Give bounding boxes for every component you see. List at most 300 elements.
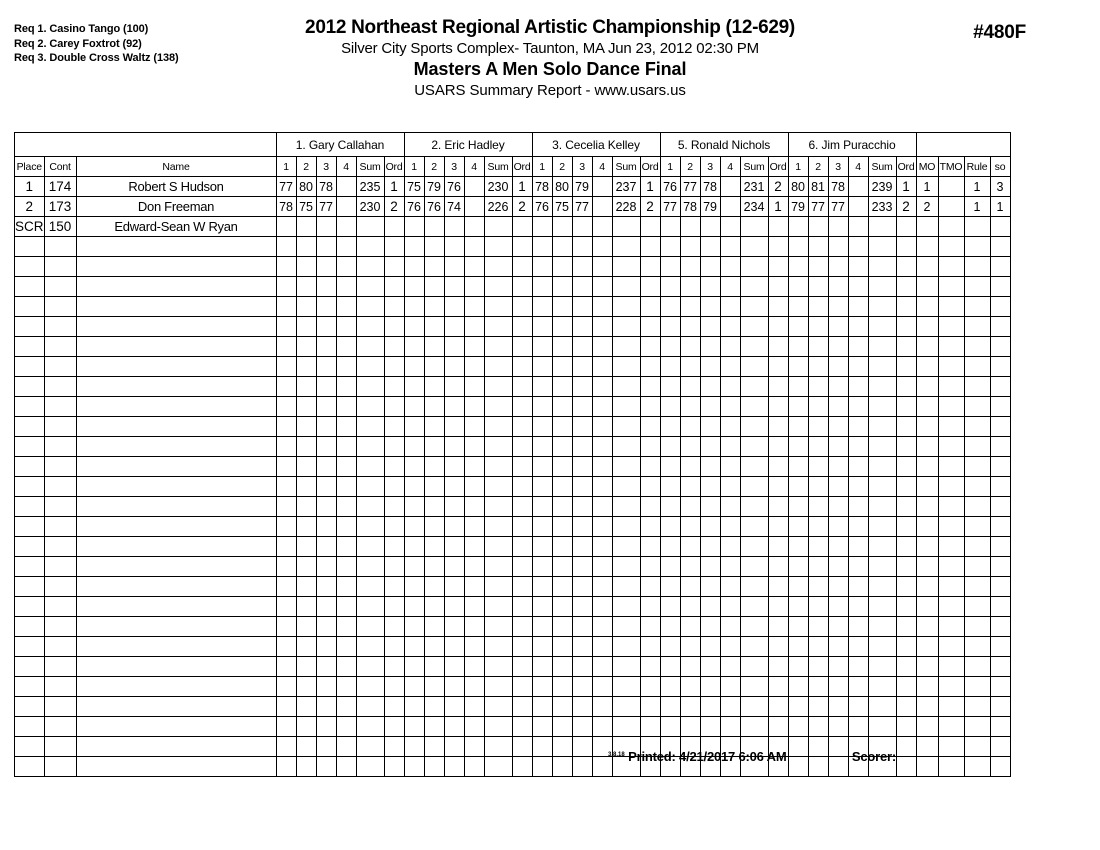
cell-judge-5-ord: [896, 577, 916, 597]
cell-judge-1-ord: [384, 437, 404, 457]
cell-judge-2-blank: [444, 497, 464, 517]
cell-judge-3-blank: [612, 577, 640, 597]
cell-judge-5-blank: [828, 517, 848, 537]
cell-judge-3-blank: [612, 717, 640, 737]
cell-judge-1-blank: [316, 317, 336, 337]
cell-judge-3-blank: [592, 297, 612, 317]
cell-judge-5-blank: [788, 397, 808, 417]
header-mo: MO: [916, 157, 938, 177]
cell-cont: [44, 597, 76, 617]
cell-judge-5-blank: [788, 337, 808, 357]
cell-name: [76, 597, 276, 617]
cell-judge-2-score-4: [464, 197, 484, 217]
cell-tmo: [938, 197, 964, 217]
cell-judge-1-blank: [276, 597, 296, 617]
cell-name: [76, 557, 276, 577]
cell-judge-2-blank: [424, 637, 444, 657]
cell-judge-2-blank: [444, 757, 464, 777]
cell-judge-5-blank: [788, 557, 808, 577]
cell-judge-5-blank: [848, 617, 868, 637]
cell-judge-4-blank: [680, 597, 700, 617]
version-label: 3.8.18: [608, 752, 625, 758]
cell-judge-3-blank: [592, 317, 612, 337]
cell-judge-5-blank: [848, 297, 868, 317]
header-judge-4-sum: Sum: [740, 157, 768, 177]
cell-judge-1-blank: [336, 637, 356, 657]
cell-judge-5-score-2: 81: [808, 177, 828, 197]
cell-judge-1-blank: [316, 377, 336, 397]
cell-so: [990, 537, 1010, 557]
cell-name: Don Freeman: [76, 197, 276, 217]
cell-judge-5-ord: [896, 537, 916, 557]
cell-judge-2-blank: [484, 477, 512, 497]
cell-judge-1-blank: [296, 697, 316, 717]
cell-judge-4-blank: [700, 257, 720, 277]
cell-judge-4-blank: [680, 457, 700, 477]
cell-rule: [964, 597, 990, 617]
cell-judge-2-blank: [404, 597, 424, 617]
cell-mo: [916, 577, 938, 597]
cell-judge-1-blank: [316, 357, 336, 377]
cell-judge-5-ord: [896, 357, 916, 377]
cell-judge-5-blank: [828, 557, 848, 577]
cell-judge-1-ord: 1: [384, 177, 404, 197]
cell-judge-2-blank: [424, 697, 444, 717]
cell-rule: [964, 637, 990, 657]
cell-rule: 1: [964, 197, 990, 217]
cell-judge-3-blank: [572, 657, 592, 677]
cell-judge-1-blank: [296, 737, 316, 757]
cell-judge-2-blank: [464, 677, 484, 697]
cell-judge-4-blank: [660, 597, 680, 617]
cell-judge-1-blank: [356, 237, 384, 257]
cell-judge-3-blank: [592, 257, 612, 277]
cell-place: [15, 397, 45, 417]
cell-judge-1-blank: [276, 617, 296, 637]
cell-judge-2-blank: [484, 617, 512, 637]
table-row-empty: [15, 557, 1011, 577]
cell-tmo: [938, 657, 964, 677]
cell-judge-5-blank: [868, 357, 896, 377]
cell-judge-3-ord: [640, 597, 660, 617]
cell-judge-4-blank: [700, 717, 720, 737]
cell-judge-4-score-4: [720, 217, 740, 237]
cell-judge-5-blank: [788, 517, 808, 537]
cell-judge-2-blank: [444, 537, 464, 557]
cell-judge-1-blank: [316, 457, 336, 477]
cell-judge-4-blank: [740, 597, 768, 617]
cell-judge-5-ord: 2: [896, 197, 916, 217]
cell-judge-2-blank: [444, 637, 464, 657]
cell-judge-5-blank: [808, 257, 828, 277]
cell-judge-1-ord: [384, 737, 404, 757]
cell-judge-5-blank: [828, 617, 848, 637]
cell-name: [76, 337, 276, 357]
cell-judge-2-score-1: 75: [404, 177, 424, 197]
header-judge-5-ord: Ord: [896, 157, 916, 177]
cell-judge-1-score-4: [336, 197, 356, 217]
cell-judge-1-blank: [336, 597, 356, 617]
header-judge-1-ord: Ord: [384, 157, 404, 177]
cell-cont: [44, 497, 76, 517]
header-judge-3-1: 1: [532, 157, 552, 177]
cell-judge-3-blank: [572, 397, 592, 417]
cell-judge-5-blank: [848, 417, 868, 437]
cell-judge-1-blank: [296, 617, 316, 637]
cell-judge-5-blank: [828, 577, 848, 597]
cell-judge-4-blank: [720, 577, 740, 597]
cell-judge-2-ord: [512, 617, 532, 637]
cell-judge-3-blank: [592, 397, 612, 417]
cell-place: [15, 337, 45, 357]
cell-judge-5-blank: [868, 577, 896, 597]
cell-judge-2-blank: [464, 277, 484, 297]
cell-judge-2-blank: [424, 397, 444, 417]
header-judge-4-2: 2: [680, 157, 700, 177]
cell-judge-1-blank: [276, 257, 296, 277]
cell-place: [15, 317, 45, 337]
cell-judge-5-blank: [828, 657, 848, 677]
cell-cont: [44, 397, 76, 417]
cell-so: [990, 657, 1010, 677]
cell-mo: [916, 457, 938, 477]
cell-judge-4-blank: [720, 597, 740, 617]
cell-judge-2-blank: [484, 677, 512, 697]
cell-judge-2-score-4: [464, 217, 484, 237]
header-judge-1-3: 3: [316, 157, 336, 177]
cell-judge-1-blank: [336, 757, 356, 777]
cell-judge-5-blank: [808, 457, 828, 477]
cell-judge-4-blank: [680, 677, 700, 697]
cell-judge-3-blank: [572, 677, 592, 697]
cell-judge-3-score-4: [592, 177, 612, 197]
cell-judge-5-ord: [896, 497, 916, 517]
cell-judge-2-blank: [484, 257, 512, 277]
table-row-empty: [15, 437, 1011, 457]
table-row: [15, 177, 1011, 197]
cell-judge-5-blank: [868, 657, 896, 677]
cell-judge-3-blank: [552, 537, 572, 557]
cell-judge-2-blank: [444, 357, 464, 377]
cell-judge-3-blank: [532, 457, 552, 477]
cell-judge-5-blank: [808, 317, 828, 337]
cell-judge-3-blank: [592, 537, 612, 557]
cell-so: [990, 637, 1010, 657]
cell-judge-2-blank: [484, 457, 512, 477]
cell-tmo: [938, 277, 964, 297]
cell-judge-1-blank: [356, 537, 384, 557]
cell-cont: [44, 237, 76, 257]
cell-judge-4-blank: [680, 697, 700, 717]
cell-mo: [916, 757, 938, 777]
cell-judge-1-blank: [356, 477, 384, 497]
cell-judge-1-blank: [296, 517, 316, 537]
cell-judge-5-blank: [848, 457, 868, 477]
cell-judge-5-blank: [868, 297, 896, 317]
cell-judge-5-blank: [808, 697, 828, 717]
cell-rule: [964, 337, 990, 357]
cell-judge-2-blank: [444, 577, 464, 597]
cell-judge-2-blank: [464, 397, 484, 417]
cell-judge-1-blank: [316, 477, 336, 497]
cell-judge-3-blank: [592, 417, 612, 437]
cell-judge-5-blank: [828, 257, 848, 277]
cell-judge-5-blank: [828, 397, 848, 417]
cell-judge-4-ord: [768, 317, 788, 337]
cell-judge-2-blank: [484, 277, 512, 297]
cell-judge-3-blank: [612, 457, 640, 477]
cell-judge-5-blank: [868, 317, 896, 337]
cell-judge-4-blank: [680, 237, 700, 257]
cell-judge-1-blank: [296, 297, 316, 317]
cell-judge-1-blank: [356, 457, 384, 477]
cell-place: [15, 457, 45, 477]
cell-judge-2-ord: 2: [512, 197, 532, 217]
cell-judge-1-blank: [276, 397, 296, 417]
cell-judge-4-blank: [680, 637, 700, 657]
cell-judge-3-blank: [572, 297, 592, 317]
cell-judge-1-blank: [276, 277, 296, 297]
cell-judge-4-blank: [660, 657, 680, 677]
cell-judge-3-blank: [552, 317, 572, 337]
cell-judge-5-score-3: 78: [828, 177, 848, 197]
header-judge-3-2: 2: [552, 157, 572, 177]
cell-so: 3: [990, 177, 1010, 197]
cell-place: SCR: [15, 217, 45, 237]
cell-rule: [964, 657, 990, 677]
cell-judge-4-blank: [720, 697, 740, 717]
cell-judge-4-blank: [700, 437, 720, 457]
judge-band-row: [15, 133, 1011, 157]
cell-judge-3-blank: [612, 417, 640, 437]
cell-judge-1-blank: [276, 577, 296, 597]
cell-rule: [964, 617, 990, 637]
band-spacer-right: [916, 133, 1010, 157]
cell-judge-5-ord: [896, 337, 916, 357]
cell-judge-2-blank: [484, 337, 512, 357]
cell-judge-3-blank: [612, 597, 640, 617]
cell-mo: 1: [916, 177, 938, 197]
cell-judge-2-blank: [484, 717, 512, 737]
cell-judge-1-ord: [384, 497, 404, 517]
cell-mo: 2: [916, 197, 938, 217]
cell-judge-2-ord: [512, 377, 532, 397]
cell-judge-3-blank: [552, 717, 572, 737]
cell-judge-3-blank: [572, 577, 592, 597]
cell-judge-3-ord: [640, 317, 660, 337]
cell-judge-2-blank: [404, 357, 424, 377]
cell-judge-3-blank: [552, 257, 572, 277]
cell-judge-2-ord: [512, 337, 532, 357]
cell-judge-4-blank: [660, 257, 680, 277]
table-row-empty: [15, 597, 1011, 617]
cell-judge-1-blank: [276, 517, 296, 537]
cell-judge-4-blank: [700, 337, 720, 357]
cell-judge-1-blank: [316, 617, 336, 637]
cell-judge-2-blank: [464, 517, 484, 537]
column-header-row: [15, 157, 1011, 177]
cell-judge-5-ord: [896, 717, 916, 737]
cell-so: [990, 397, 1010, 417]
venue-datetime: Silver City Sports Complex- Taunton, MA Jun 23, 2012 02:30 PM: [341, 40, 759, 57]
cell-judge-4-blank: [720, 537, 740, 557]
cell-judge-4-blank: [720, 557, 740, 577]
cell-judge-4-score-4: [720, 177, 740, 197]
report-header: [180, 17, 920, 101]
cell-judge-2-blank: [444, 277, 464, 297]
cell-judge-3-blank: [532, 337, 552, 357]
band-spacer-left: [15, 133, 277, 157]
cell-mo: [916, 697, 938, 717]
cell-judge-1-ord: [384, 397, 404, 417]
cell-judge-1-blank: [296, 717, 316, 737]
cell-judge-4-blank: [720, 457, 740, 477]
cell-place: [15, 557, 45, 577]
cell-judge-5-ord: [896, 737, 916, 757]
cell-judge-4-blank: [700, 497, 720, 517]
cell-judge-2-blank: [484, 497, 512, 517]
cell-judge-4-blank: [700, 617, 720, 637]
cell-judge-4-blank: [660, 717, 680, 737]
cell-judge-4-blank: [720, 237, 740, 257]
cell-judge-3-blank: [532, 477, 552, 497]
cell-cont: [44, 437, 76, 457]
cell-judge-2-blank: [404, 757, 424, 777]
cell-judge-3-blank: [572, 757, 592, 777]
header-judge-5-2: 2: [808, 157, 828, 177]
cell-judge-2-blank: [404, 717, 424, 737]
cell-judge-3-ord: [640, 217, 660, 237]
cell-place: [15, 657, 45, 677]
cell-judge-1-blank: [316, 297, 336, 317]
cell-judge-5-blank: [808, 437, 828, 457]
cell-judge-2-blank: [464, 417, 484, 437]
report-footer: [608, 749, 896, 764]
cell-judge-2-ord: [512, 417, 532, 437]
cell-name: [76, 437, 276, 457]
cell-place: [15, 737, 45, 757]
cell-judge-4-blank: [680, 577, 700, 597]
cell-judge-4-ord: [768, 217, 788, 237]
cell-tmo: [938, 297, 964, 317]
cell-judge-2-blank: [464, 737, 484, 757]
header-judge-2-4: 4: [464, 157, 484, 177]
cell-so: [990, 677, 1010, 697]
cell-judge-2-blank: [424, 617, 444, 637]
cell-so: [990, 737, 1010, 757]
cell-judge-1-ord: [384, 597, 404, 617]
cell-judge-3-blank: [552, 437, 572, 457]
cell-judge-1-ord: [384, 277, 404, 297]
cell-judge-3-blank: [532, 417, 552, 437]
cell-name: [76, 397, 276, 417]
cell-judge-4-blank: [660, 617, 680, 637]
cell-judge-3-blank: [532, 257, 552, 277]
cell-cont: [44, 657, 76, 677]
header-judge-2-2: 2: [424, 157, 444, 177]
cell-judge-3-blank: [612, 477, 640, 497]
cell-judge-1-blank: [336, 317, 356, 337]
cell-judge-5-blank: [828, 337, 848, 357]
cell-judge-2-score-3: 74: [444, 197, 464, 217]
cell-judge-2-blank: [484, 377, 512, 397]
cell-judge-1-blank: [336, 677, 356, 697]
cell-rule: [964, 517, 990, 537]
cell-place: [15, 577, 45, 597]
cell-judge-2-blank: [424, 357, 444, 377]
cell-so: [990, 297, 1010, 317]
cell-judge-5-blank: [868, 537, 896, 557]
cell-judge-4-blank: [660, 477, 680, 497]
cell-judge-3-blank: [532, 317, 552, 337]
cell-judge-4-blank: [700, 477, 720, 497]
cell-rule: [964, 437, 990, 457]
cell-judge-1-ord: 2: [384, 197, 404, 217]
cell-judge-2-blank: [404, 377, 424, 397]
cell-judge-5-score-1: 80: [788, 177, 808, 197]
cell-judge-3-blank: [552, 297, 572, 317]
cell-judge-1-blank: [316, 597, 336, 617]
cell-judge-3-blank: [592, 477, 612, 497]
cell-judge-4-blank: [720, 257, 740, 277]
cell-judge-2-blank: [464, 757, 484, 777]
cell-tmo: [938, 377, 964, 397]
cell-judge-2-blank: [404, 537, 424, 557]
cell-name: [76, 617, 276, 637]
cell-judge-5-blank: [828, 377, 848, 397]
cell-judge-2-blank: [464, 357, 484, 377]
cell-judge-3-blank: [612, 517, 640, 537]
cell-judge-1-ord: [384, 377, 404, 397]
cell-judge-4-ord: [768, 457, 788, 477]
cell-judge-5-blank: [788, 277, 808, 297]
cell-cont: [44, 477, 76, 497]
cell-name: [76, 537, 276, 557]
table-row-empty: [15, 677, 1011, 697]
cell-judge-2-blank: [404, 497, 424, 517]
cell-tmo: [938, 737, 964, 757]
cell-name: [76, 357, 276, 377]
cell-tmo: [938, 457, 964, 477]
cell-name: [76, 657, 276, 677]
printed-timestamp: Printed: 4/21/2017 6:06 AM: [628, 749, 787, 764]
cell-judge-3-blank: [612, 697, 640, 717]
cell-judge-4-blank: [660, 397, 680, 417]
cell-judge-5-blank: [868, 497, 896, 517]
cell-judge-3-blank: [532, 757, 552, 777]
cell-judge-2-score-4: [464, 177, 484, 197]
cell-judge-1-blank: [276, 417, 296, 437]
cell-judge-2-blank: [484, 437, 512, 457]
cell-name: [76, 737, 276, 757]
cell-name: [76, 637, 276, 657]
cell-so: [990, 257, 1010, 277]
cell-mo: [916, 517, 938, 537]
cell-judge-2-blank: [484, 237, 512, 257]
cell-judge-5-blank: [828, 237, 848, 257]
cell-place: [15, 597, 45, 617]
cell-judge-5-ord: [896, 637, 916, 657]
cell-judge-3-blank: [612, 377, 640, 397]
cell-judge-4-blank: [680, 317, 700, 337]
cell-judge-4-score-2: 78: [680, 197, 700, 217]
cell-place: [15, 497, 45, 517]
cell-judge-3-blank: [532, 617, 552, 637]
cell-judge-5-ord: [896, 697, 916, 717]
cell-judge-1-blank: [356, 657, 384, 677]
cell-judge-2-blank: [484, 557, 512, 577]
cell-judge-3-blank: [612, 317, 640, 337]
